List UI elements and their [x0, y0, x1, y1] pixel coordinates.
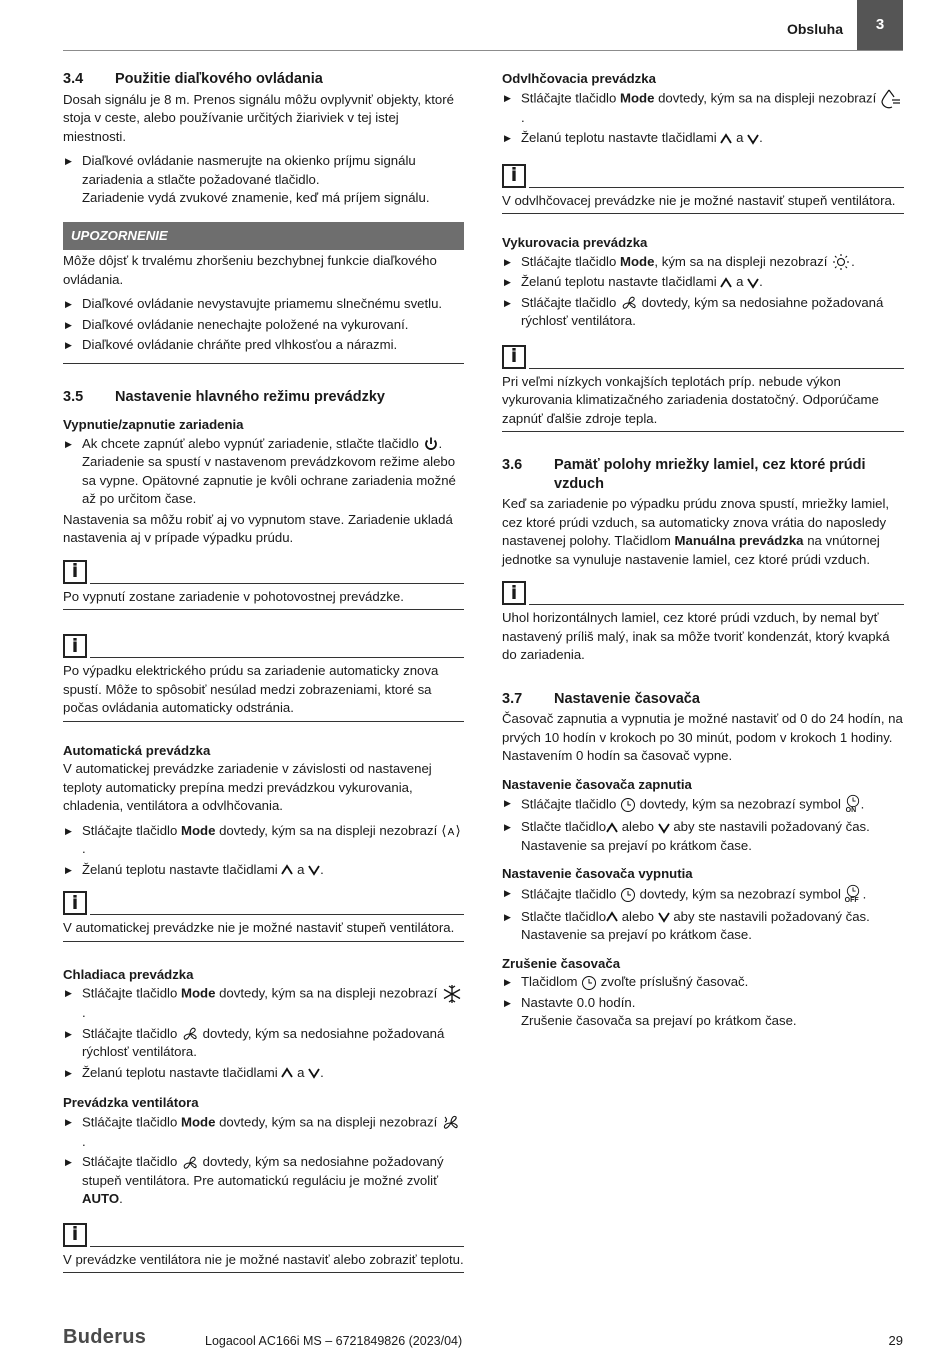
left-column [63, 70, 464, 1283]
fan-icon [181, 1154, 199, 1172]
heat-subheading: Vykurovacia prevádzka [502, 235, 648, 250]
dry-subheading: Odvlhčovacia prevádzka [502, 71, 656, 86]
list-item: ▶ Diaľkové ovládanie nevystavujte priamemu slnečnému svetlu. [63, 295, 464, 314]
section-3-7-heading: 3.7 Nastavenie časovača [502, 690, 700, 707]
page-number: 29 [888, 1333, 903, 1348]
info-icon: i [502, 345, 526, 369]
info-icon: i [63, 891, 87, 915]
section-3-5-heading: 3.5 Nastavenie hlavného režimu prevádzky [63, 388, 385, 405]
cool-subheading: Chladiaca prevádzka [63, 966, 194, 982]
info-note: i Uhol horizontálnych lamiel, cez ktoré prúdi vzduch, by nemal byť nastavený príliš malý, inak sa môže tvoriť kondenzát, ktorý kvapká do zariadenia. [502, 581, 904, 668]
list-item: ▶ Nastavte 0.0 hodín. Zrušenie časovača sa prejaví po krátkom čase. [502, 994, 904, 1031]
timer-cancel-subheading: Zrušenie časovača [502, 955, 621, 971]
timer-off-icon: OFF [845, 884, 863, 906]
arrow-up-icon [720, 133, 732, 145]
right-column [502, 70, 904, 1033]
info-icon: i [63, 634, 87, 658]
timer-on-icon: ON [845, 794, 861, 816]
onoff-subheading: Vypnutie/zapnutie zariadenia [63, 417, 244, 432]
list-item: ▶ Stlačte tlačidlo alebo aby ste nastavili požadovaný čas. Nastavenie sa prejaví po krátkom čase. [502, 908, 904, 945]
fan-icon [181, 1025, 199, 1043]
section-3-6-paragraph: Keď sa zariadenie po výpadku prúdu znova spustí, mriežky lamiel, cez ktoré prúdi vzduch, sa automaticky znova vrátia do naposledy nastavenej polohy. Tlačidlom Manuálna prevádzka na vnútornej jednotke sa vynuluje nastavenie lamiel, cez ktoré prúdi vzduch. [502, 496, 890, 567]
list-item: ▶ Stláčajte tlačidlo Mode dovtedy, kým sa na displeji nezobrazí . [63, 1113, 464, 1152]
power-icon [423, 436, 439, 452]
list-item: ▶ Diaľkové ovládanie nasmerujte na okienko príjmu signálu zariadenia a stlačte požadované tlačidlo. Zariadenie vydá zvukové znamenie, keď má príjem signálu. [63, 152, 464, 208]
clock-icon [581, 975, 597, 991]
chapter-number-badge: 3 [857, 0, 903, 51]
info-note: i V prevádzke ventilátora nie je možné nastaviť alebo zobraziť teplotu. [63, 1223, 464, 1274]
header-section-title: Obsluha [786, 21, 843, 37]
arrow-down-icon [658, 822, 670, 834]
list-item: ▶ Želanú teplotu nastavte tlačidlami a . [63, 861, 464, 880]
list-item: ▶ Diaľkové ovládanie chráňte pred vlhkosťou a nárazmi. [63, 336, 464, 355]
header-divider [63, 50, 903, 51]
info-note: i Po výpadku elektrického prúdu sa zariadenie automaticky znova spustí. Môže to spôsobiť nesúlad medzi zobrazeniami, ktoré sa počas ovládania automaticky odstránia. [63, 634, 464, 722]
list-item: ▶ Stláčajte tlačidlo Mode dovtedy, kým sa na displeji nezobrazí A . [63, 822, 464, 859]
arrow-down-icon [747, 133, 759, 145]
warning-block [63, 252, 464, 364]
info-icon: i [63, 560, 87, 584]
arrow-down-icon [747, 277, 759, 289]
list-item: ▶ Stláčajte tlačidlo Mode, kým sa na displeji nezobrazí . [502, 253, 904, 272]
auto-mode-icon [441, 822, 461, 840]
list-item: ▶ Stláčajte tlačidlo dovtedy, kým sa nedosiahne požadovaný stupeň ventilátora. Pre automatickú reguláciu je možné zvoliť AUTO. [63, 1153, 464, 1209]
info-note: i Po vypnutí zostane zariadenie v pohotovostnej prevádzke. [63, 560, 464, 611]
arrow-down-icon [308, 864, 320, 876]
onoff-paragraph: Nastavenia sa môžu robiť aj vo vypnutom stave. Zariadenie ukladá nastavenia aj v prípade výpadku prúdu. [63, 511, 453, 545]
warning-text: Môže dôjsť k trvalému zhoršeniu bezchybnej funkcie diaľkového ovládania. [63, 253, 437, 287]
list-item: ▶ Stláčajte tlačidlo dovtedy, kým sa nedosiahne požadovaná rýchlosť ventilátora. [63, 1025, 464, 1062]
fanmode-subheading: Prevádzka ventilátora [63, 1095, 199, 1111]
list-item: ▶ Stláčajte tlačidlo Mode dovtedy, kým sa na displeji nezobrazí . [63, 984, 464, 1023]
list-item: ▶ Stláčajte tlačidlo dovtedy, kým sa nezobrazí symbol OFF . [502, 884, 904, 906]
info-icon: i [502, 164, 526, 188]
clock-icon [620, 887, 636, 903]
brand-logo: Buderus [63, 1326, 147, 1348]
list-item: ▶ Želanú teplotu nastavte tlačidlami a . [502, 273, 904, 292]
warning-title-bar: UPOZORNENIE [63, 222, 464, 251]
list-item: ▶ Želanú teplotu nastavte tlačidlami a . [63, 1064, 464, 1083]
list-item: ▶ Stláčajte tlačidlo dovtedy, kým sa nezobrazí symbol ON . [502, 794, 904, 816]
section-3-4-heading: 3.4 Použitie diaľkového ovládania [63, 71, 323, 87]
section-3-4-intro: Dosah signálu je 8 m. Prenos signálu môžu ovplyvniť objekty, ktoré stoja v ceste, alebo používanie určitých žiariviek v tej istej miestnosti. [63, 91, 454, 144]
auto-subheading: Automatická prevádzka [63, 742, 211, 758]
svg-text:A: A [447, 827, 455, 839]
section-3-6-heading: 3.6 Pamäť polohy mriežky lamiel, cez ktoré prúdi vzduch [502, 457, 866, 492]
arrow-up-icon [281, 864, 293, 876]
arrow-up-icon [606, 911, 618, 923]
list-item: ▶ Diaľkové ovládanie nenechajte položené na vykurovaní. [63, 316, 464, 335]
droplet-icon [880, 89, 902, 109]
list-item: ▶ Stláčajte tlačidlo dovtedy, kým sa nedosiahne požadovaná rýchlosť ventilátora. [502, 294, 904, 331]
info-note: i V automatickej prevádzke nie je možné nastaviť stupeň ventilátora. [63, 891, 464, 942]
clock-icon [620, 797, 636, 813]
arrow-up-icon [606, 822, 618, 834]
snowflake-icon [441, 984, 463, 1004]
auto-paragraph: V automatickej prevádzke zariadenie v závislosti od nastavenej teploty automaticky prepína medzi prevádzkou vykurovania, chladenia, ventilátora a odvlhčovania. [63, 761, 432, 813]
list-item: ▶ Želanú teplotu nastavte tlačidlami a . [502, 129, 904, 148]
document-reference: Logacool AC166i MS – 6721849826 (2023/04) [205, 1334, 463, 1348]
arrow-down-icon [308, 1067, 320, 1079]
list-item: ▶ Stláčajte tlačidlo Mode dovtedy, kým sa na displeji nezobrazí . [502, 89, 904, 128]
fan-icon [620, 294, 638, 312]
sun-icon [831, 253, 851, 271]
list-item: ▶ Stlačte tlačidlo alebo aby ste nastavili požadovaný čas. Nastavenie sa prejaví po krátkom čase. [502, 818, 904, 855]
timer-on-subheading: Nastavenie časovača zapnutia [502, 776, 692, 792]
section-3-7-paragraph: Časovač zapnutia a vypnutia je možné nastaviť od 0 do 24 hodín, na prvých 10 hodín v krokoch po 30 minút, podom v krokoch 1 hodiny. Nastavením 0 hodín sa časovač vypne. [502, 711, 903, 764]
fan-mode-icon [441, 1113, 461, 1133]
list-item: ▶ Tlačidlom zvoľte príslušný časovač. [502, 973, 904, 992]
arrow-up-icon [720, 277, 732, 289]
info-note: i Pri veľmi nízkych vonkajších teplotách príp. nebude výkon vykurovania klimatizačného zariadenia dostatočný. Odporúčame zapnúť ďalšie zdroje tepla. [502, 345, 904, 433]
info-icon: i [63, 1223, 87, 1247]
timer-off-subheading: Nastavenie časovača vypnutia [502, 866, 693, 882]
list-item: ▶ Ak chcete zapnúť alebo vypnúť zariadenie, stlačte tlačidlo . Zariadenie sa spustí v nastavenom prevádzkovom režime alebo sa vypne. Opätovné zapnutie je kvôli ochrane zariadenia možné až po určitom čase. [63, 435, 464, 509]
info-icon: i [502, 581, 526, 605]
arrow-up-icon [281, 1067, 293, 1079]
arrow-down-icon [658, 911, 670, 923]
info-note: i V odvlhčovacej prevádzke nie je možné nastaviť stupeň ventilátora. [502, 164, 904, 215]
